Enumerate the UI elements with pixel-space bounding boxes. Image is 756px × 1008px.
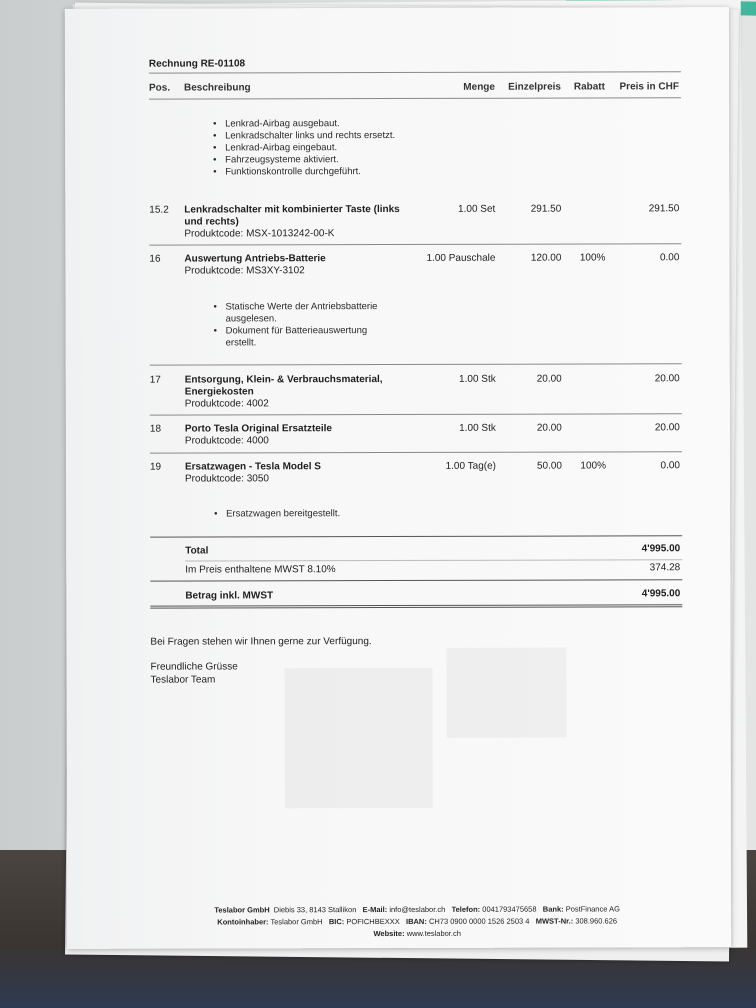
list-item bbox=[212, 325, 378, 349]
item-pos: 15.2 bbox=[149, 204, 169, 216]
item-name-cont: und rechts) bbox=[184, 216, 239, 228]
item-unit-price: 20.00 bbox=[536, 422, 562, 434]
col-header-unit-price: Einzelpreis bbox=[508, 81, 561, 93]
item-unit-price: 50.00 bbox=[536, 460, 562, 472]
item-task-list bbox=[212, 301, 378, 349]
col-header-quantity: Menge bbox=[463, 81, 495, 93]
item-name: Entsorgung, Klein- & Verbrauchsmaterial, bbox=[184, 374, 383, 386]
item-code: Produktcode: MS3XY-3102 bbox=[184, 265, 305, 277]
totals-top-rule bbox=[150, 535, 682, 537]
footer-vat-no-label: MWST-Nr.: bbox=[535, 916, 574, 926]
vat-label: Im Preis enthaltene MWST 8.10% bbox=[185, 564, 336, 576]
list-item: • Lenkrad-Airbag ausgebaut. bbox=[211, 118, 395, 130]
row-divider bbox=[150, 451, 682, 453]
gross-value: 4'995.00 bbox=[641, 588, 681, 600]
item-code: Produktcode: 3050 bbox=[184, 473, 269, 485]
item-pos: 16 bbox=[149, 253, 161, 265]
show-through-text bbox=[446, 648, 566, 738]
closing-greeting: Freundliche Grüsse bbox=[150, 661, 238, 673]
gross-bottom-rule-double bbox=[150, 606, 682, 608]
list-item: • Lenkradschalter links und rechts ersetzt. bbox=[211, 130, 395, 142]
row-divider bbox=[149, 243, 681, 245]
footer-iban-label: IBAN: bbox=[405, 916, 427, 926]
list-item: • Lenkrad-Airbag eingebaut. bbox=[211, 142, 395, 154]
item-quantity: 1.00 Tag(e) bbox=[445, 460, 496, 472]
item-name-cont: Energiekosten bbox=[184, 386, 254, 398]
footer-phone-label: Telefon: bbox=[451, 904, 481, 914]
header-top-rule bbox=[149, 71, 681, 73]
item-price: 20.00 bbox=[654, 422, 680, 434]
gross-top-rule bbox=[150, 579, 682, 581]
footer-line-3 bbox=[151, 927, 683, 940]
footer-bank: PostFinance AG bbox=[565, 904, 620, 914]
item-code: Produktcode: 4000 bbox=[184, 435, 269, 447]
item-pos: 18 bbox=[149, 423, 162, 435]
item-name: Auswertung Antriebs-Batterie bbox=[184, 253, 326, 265]
footer-bic: POFICHBEXXX bbox=[346, 916, 400, 927]
totals-inner-rule bbox=[185, 559, 682, 561]
invoice-page bbox=[65, 7, 731, 949]
header-bottom-rule bbox=[149, 97, 681, 99]
total-value: 4'995.00 bbox=[641, 543, 681, 555]
footer-website-label: Website: bbox=[373, 928, 405, 939]
item-unit-price: 291.50 bbox=[530, 203, 562, 215]
vat-value: 374.28 bbox=[649, 562, 681, 574]
list-item: • Funktionskontrolle durchgeführt. bbox=[211, 166, 395, 178]
item-price: 0.00 bbox=[660, 460, 680, 472]
footer-website: www.teslabor.ch bbox=[406, 928, 461, 938]
footer-company: Teslabor GmbH bbox=[214, 905, 270, 915]
item-code: Produktcode: MSX-1013242-00-K bbox=[184, 228, 335, 240]
col-header-discount: Rabatt bbox=[573, 81, 605, 93]
item-price: 0.00 bbox=[659, 252, 680, 264]
closing-signature: Teslabor Team bbox=[150, 674, 216, 686]
item-price: 20.00 bbox=[654, 373, 680, 385]
invoice-content bbox=[148, 7, 681, 939]
item-quantity: 1.00 Stk bbox=[459, 373, 496, 385]
item-name: Ersatzwagen - Tesla Model S bbox=[184, 461, 321, 473]
list-item-text: Statische Werte der Antriebsbatterie bbox=[225, 301, 378, 313]
footer-bank-label: Bank: bbox=[542, 904, 564, 914]
item-task-list bbox=[212, 508, 340, 520]
list-item: • Fahrzeugsysteme aktiviert. bbox=[211, 154, 395, 166]
col-header-price: Preis in CHF bbox=[619, 81, 679, 93]
item-pos: 17 bbox=[149, 374, 161, 386]
item-discount: 100% bbox=[580, 460, 606, 472]
invoice-title: Rechnung RE-01108 bbox=[148, 58, 246, 70]
item-code: Produktcode: 4002 bbox=[184, 398, 269, 410]
item-unit-price: 20.00 bbox=[536, 373, 562, 385]
footer-vat-no: 308.960.626 bbox=[575, 916, 618, 926]
col-header-pos: Pos. bbox=[148, 82, 171, 94]
col-header-description: Beschreibung bbox=[183, 82, 251, 94]
footer-address: Diebis 33, 8143 Stallikon bbox=[273, 905, 357, 915]
footer-iban: CH73 0900 0000 1526 2503 4 bbox=[428, 916, 530, 926]
item-quantity: 1.00 Set bbox=[458, 203, 496, 215]
total-label: Total bbox=[185, 545, 209, 557]
row-divider bbox=[150, 413, 682, 415]
list-item-text-cont: ausgelesen. bbox=[225, 313, 277, 325]
item-quantity: 1.00 Stk bbox=[459, 422, 496, 434]
item-price: 291.50 bbox=[648, 203, 680, 215]
item-name: Porto Tesla Original Ersatzteile bbox=[184, 423, 332, 435]
footer-holder-label: Kontoinhaber: bbox=[217, 917, 269, 927]
gross-label: Betrag inkl. MWST bbox=[185, 590, 274, 602]
row-divider bbox=[150, 363, 682, 365]
footer-phone: 0041793475658 bbox=[482, 904, 537, 914]
footer-email-label: E-Mail: bbox=[362, 905, 388, 915]
list-item-text: Dokument für Batterieauswertung bbox=[225, 325, 368, 337]
list-item: • Ersatzwagen bereitgestellt. bbox=[212, 508, 340, 520]
footer-bic-label: BIC: bbox=[328, 917, 345, 927]
item-unit-price: 120.00 bbox=[530, 252, 562, 264]
item-quantity: 1.00 Pauschale bbox=[426, 252, 496, 264]
list-item-text-cont: erstellt. bbox=[225, 337, 257, 349]
footer-email: info@teslabor.ch bbox=[389, 904, 446, 915]
closing-question: Bei Fragen stehen wir Ihnen gerne zur Verfügung. bbox=[150, 636, 372, 648]
intro-task-list bbox=[211, 118, 395, 178]
item-pos: 19 bbox=[149, 461, 162, 473]
list-item bbox=[212, 301, 378, 325]
item-discount: 100% bbox=[579, 252, 606, 264]
footer-holder: Teslabor GmbH bbox=[270, 917, 323, 927]
item-name: Lenkradschalter mit kombinierter Taste (links bbox=[184, 203, 400, 216]
show-through-qr bbox=[284, 668, 432, 808]
